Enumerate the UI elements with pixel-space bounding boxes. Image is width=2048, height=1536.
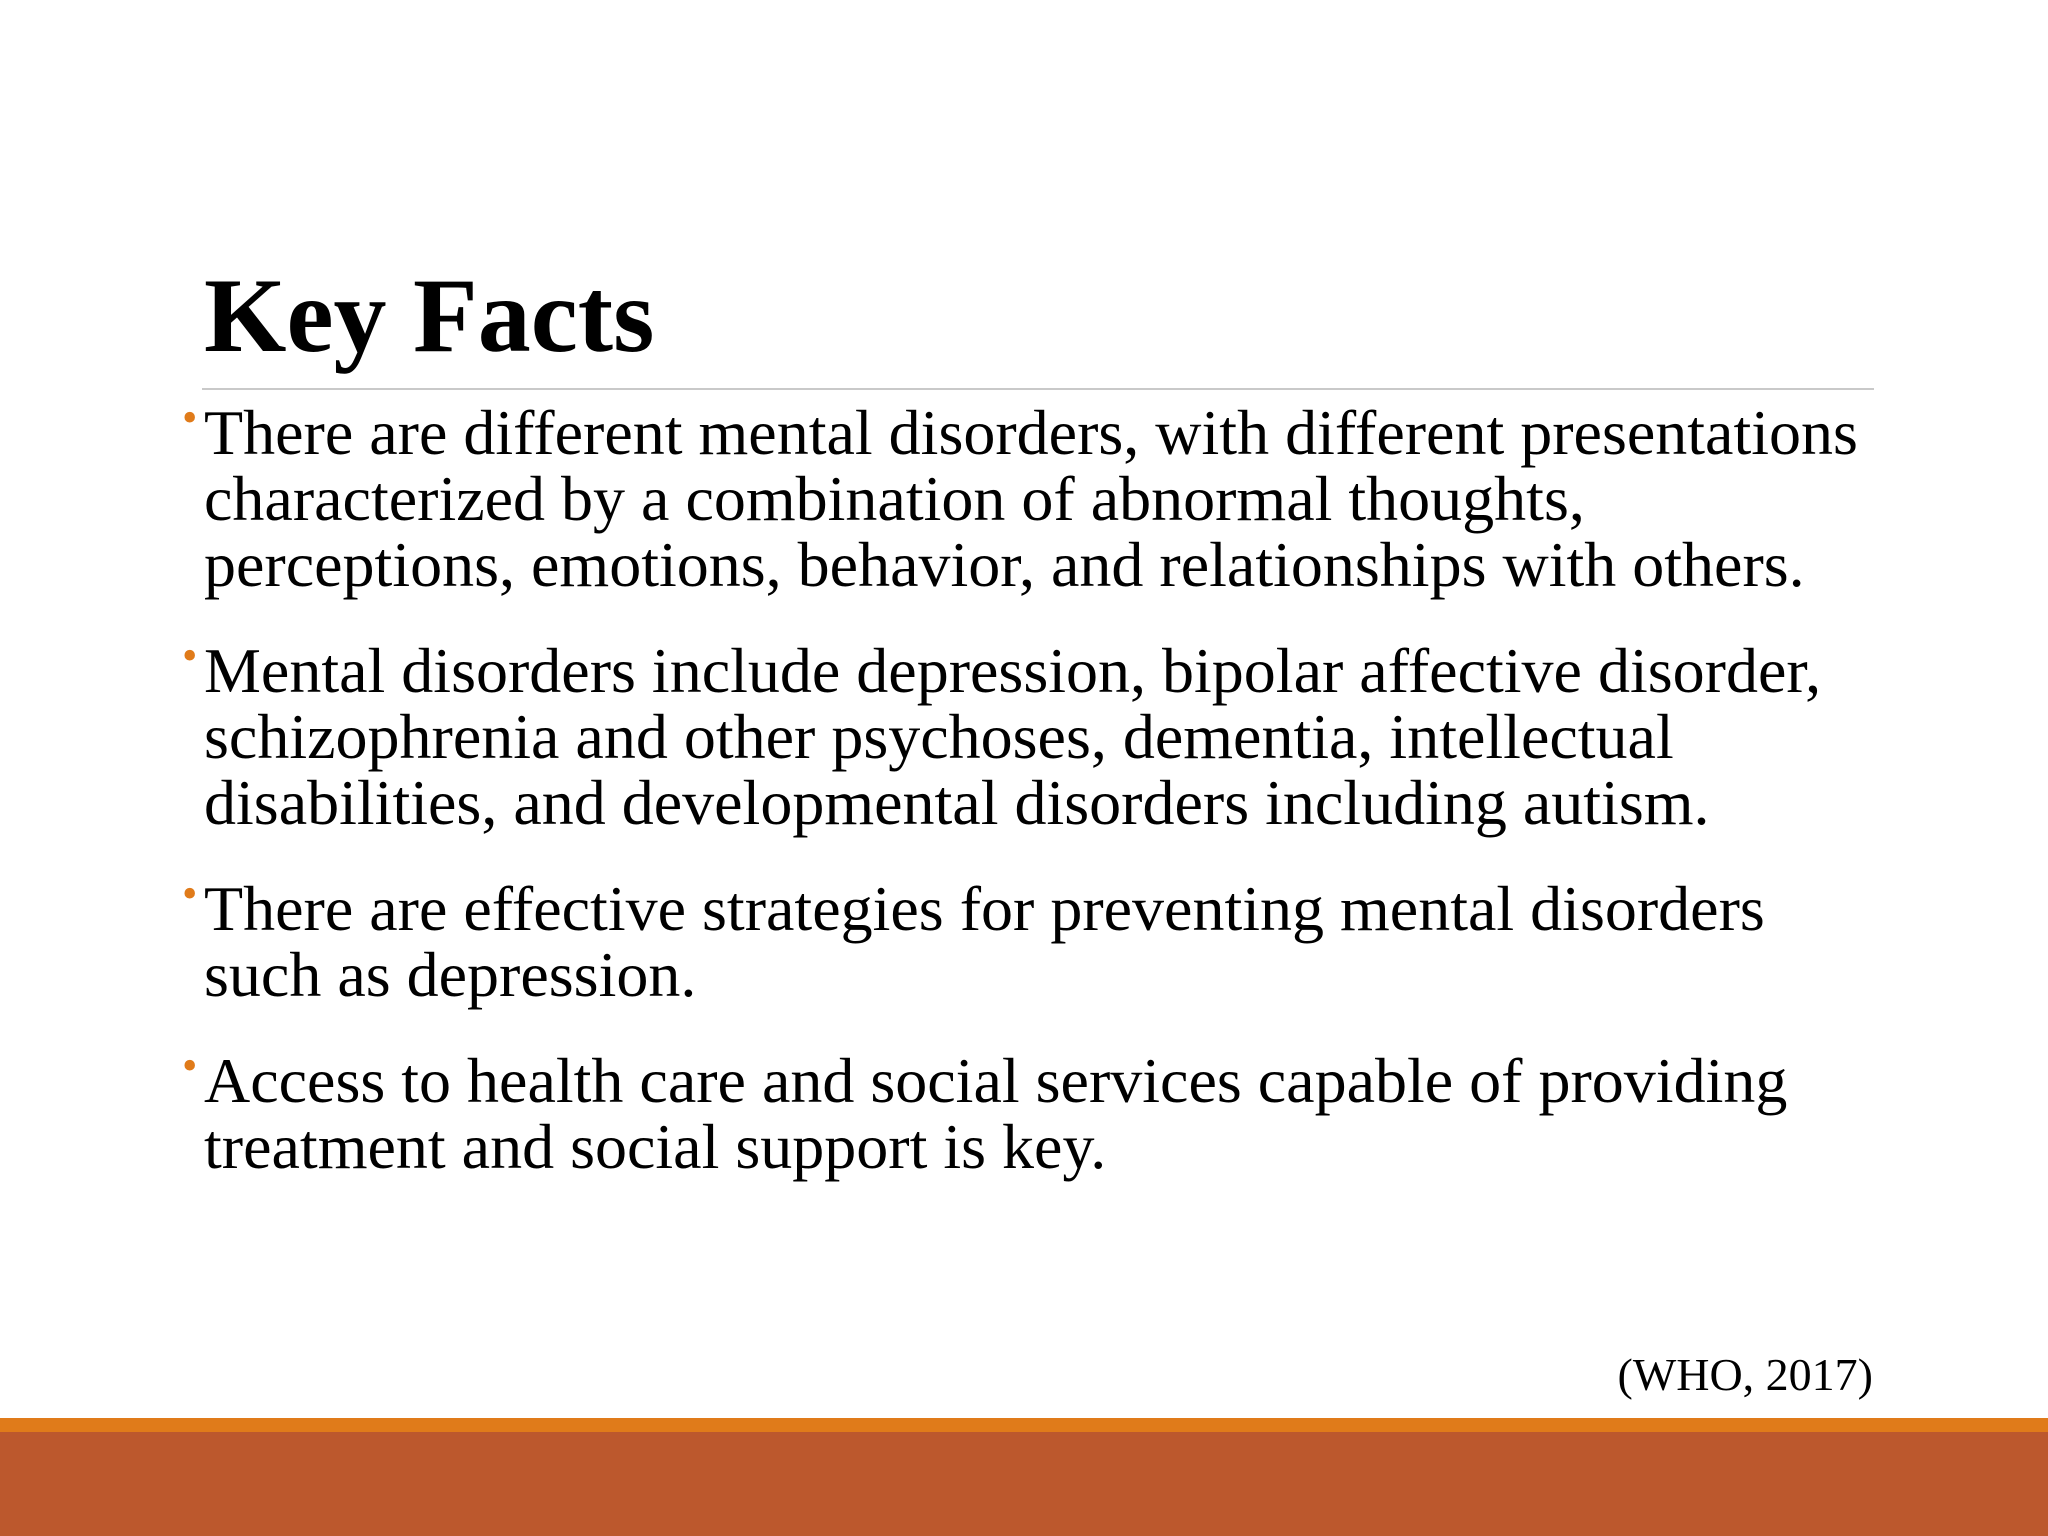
bullet-item (182, 869, 1884, 1010)
title-divider (202, 388, 1874, 390)
bullet-list (182, 393, 1884, 1220)
bullet-dot-icon: • (182, 1041, 198, 1090)
bullet-item (182, 1041, 1884, 1182)
bullet-dot-icon: • (182, 393, 198, 442)
citation: (WHO, 2017) (1617, 1349, 1873, 1400)
footer-accent-stripe (0, 1418, 2048, 1432)
footer-band (0, 1432, 2048, 1536)
bullet-text: There are effective strategies for preventing mental disorders such as depression. (204, 873, 1765, 1010)
bullet-dot-icon: • (182, 869, 198, 918)
bullet-text: Access to health care and social services capable of providing treatment and social support is key. (204, 1045, 1788, 1182)
bullet-dot-icon: • (182, 631, 198, 680)
bullet-item (182, 631, 1884, 838)
slide-title: Key Facts (204, 257, 655, 374)
bullet-item (182, 393, 1884, 600)
bullet-text: Mental disorders include depression, bipolar affective disorder, schizophrenia and other psychoses, dementia, intellectual disabilities, and developmental disorders including autism. (204, 635, 1822, 838)
bullet-text: There are different mental disorders, with different presentations characterized by a combination of abnormal thoughts, perceptions, emotions, behavior, and relationships with others. (204, 397, 1858, 600)
